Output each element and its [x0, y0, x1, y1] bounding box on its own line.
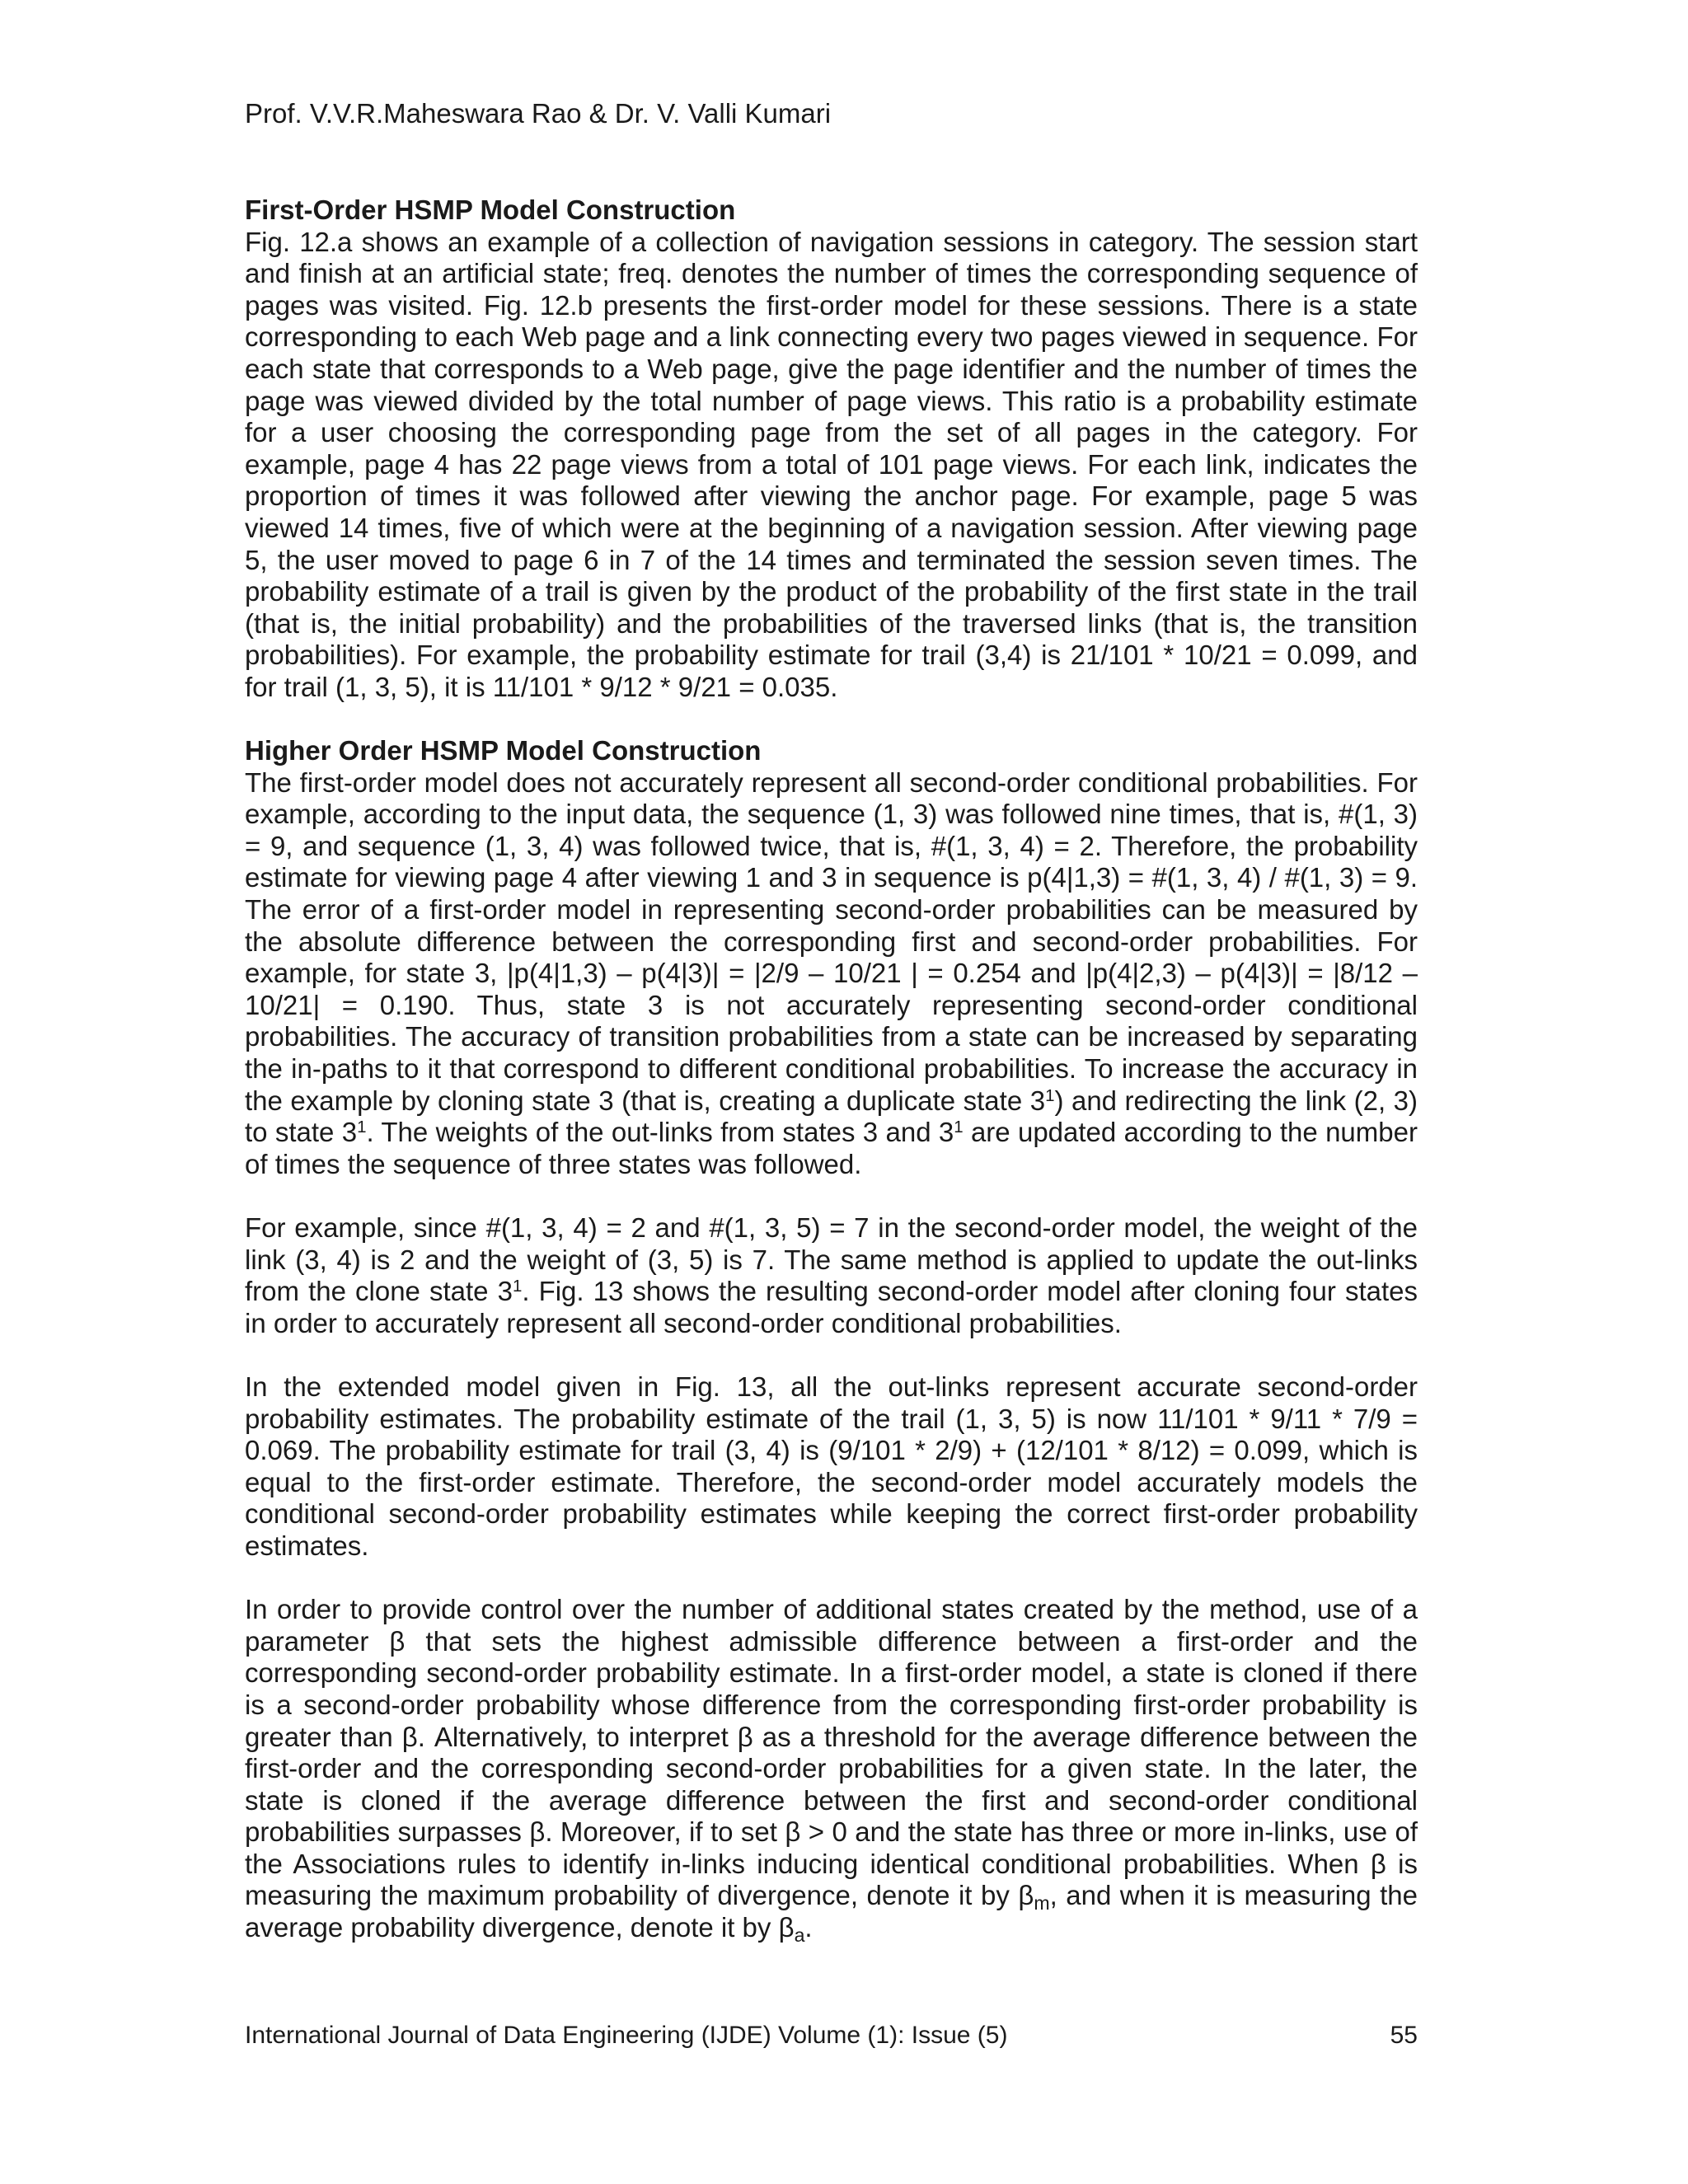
paragraph-higher-order-1	[245, 767, 1418, 1181]
text-run: . Fig. 13 shows the resulting second-order model after cloning four states in order to accurately represent all second-order conditional probabilities.	[245, 1276, 1418, 1338]
paragraph-higher-order-3: In the extended model given in Fig. 13, all the out-links represent accurate second-order probability estimates. The probability estimate of the trail (1, 3, 5) is now 11/101 * 9/11 * 7/9 = 0.069. The probability estimate for trail (3, 4) is (9/101 * 2/9) + (12/101 * 8/12) = 0.099, which is equal to the first-order estimate. Therefore, the second-order model accurately models the conditional second-order probability estimates while keeping the correct first-order probability estimates.	[245, 1371, 1418, 1561]
paragraph-gap	[245, 704, 1418, 736]
text-run: are updated according to the number of times the sequence of three states was followed.	[245, 1117, 1418, 1179]
text-run: . The weights of the out-links from states 3 and 3	[366, 1117, 954, 1148]
text-run: , and when it is measuring the average probability divergence, denote it by β	[245, 1880, 1418, 1943]
superscript: 1	[1045, 1085, 1055, 1105]
footer-journal-name: International Journal of Data Engineering (IJDE) Volume (1): Issue (5)	[245, 2022, 1008, 2049]
paragraph-higher-order-4	[245, 1594, 1418, 1944]
subscript: m	[1034, 1892, 1050, 1915]
running-head-authors: Prof. V.V.R.Maheswara Rao & Dr. V. Valli Kumari	[245, 98, 832, 129]
text-run: In order to provide control over the number of additional states created by the method, use of a parameter β that sets the highest admissible difference between a first-order and the corresponding second-order probability estimate. In a first-order model, a state is cloned if there is a second-order probability whose difference from the corresponding first-order probability is greater than β. Alternatively, to interpret β as a threshold for the average difference between the first-order and the corresponding second-order probabilities for a given state. In the later, the state is cloned if the average difference between the first and second-order conditional probabilities surpasses β. Moreover, if to set β > 0 and the state has three or more in-links, use of the Associations rules to identify in-links inducing identical conditional probabilities. When β is measuring the maximum probability of divergence, denote it by β	[245, 1594, 1418, 1911]
text-run: ) and redirecting the link (2, 3) to state 3	[245, 1085, 1418, 1148]
superscript: 1	[357, 1117, 367, 1137]
page-number: 55	[1390, 2022, 1418, 2049]
paragraph-gap	[245, 1339, 1418, 1371]
body-text	[245, 194, 1418, 1944]
text-run: The first-order model does not accurately represent all second-order conditional probabilities. For example, according to the input data, the sequence (1, 3) was followed nine times, that is, #(1, 3) = 9, and sequence (1, 3, 4) was followed twice, that is, #(1, 3, 4) = 2. Therefore, the probability estimate for viewing page 4 after viewing 1 and 3 in sequence is p(4|1,3) = #(1, 3, 4) / #(1, 3) = 9. The error of a first-order model in representing second-order probabilities can be measured by the absolute difference between the corresponding first and second-order probabilities. For example, for state 3, |p(4|1,3) – p(4|3)| = |2/9 – 10/21 | = 0.254 and |p(4|2,3) – p(4|3)| = |8/12 – 10/21| = 0.190. Thus, state 3 is not accurately representing second-order conditional probabilities. The accuracy of transition probabilities from a state can be increased by separating the in-paths to it that correspond to different conditional probabilities. To increase the accuracy in the example by cloning state 3 (that is, creating a duplicate state 3	[245, 766, 1418, 1116]
section-heading-first-order: First-Order HSMP Model Construction	[245, 194, 736, 225]
superscript: 1	[512, 1276, 523, 1296]
paragraph-gap	[245, 1180, 1418, 1212]
text-run: For example, since #(1, 3, 4) = 2 and #(1, 3, 5) = 7 in the second-order model, the weight of the link (3, 4) is 2 and the weight of (3, 5) is 7. The same method is applied to update the out-links from the clone state 3	[245, 1212, 1418, 1307]
text-run: .	[804, 1912, 813, 1943]
subscript: a	[794, 1924, 805, 1946]
paragraph-higher-order-2	[245, 1212, 1418, 1339]
section-heading-higher-order: Higher Order HSMP Model Construction	[245, 735, 762, 766]
paragraph-gap	[245, 1563, 1418, 1595]
superscript: 1	[954, 1117, 964, 1137]
paragraph-first-order: Fig. 12.a shows an example of a collection of navigation sessions in category. The session start and finish at an artificial state; freq. denotes the number of times the corresponding sequence of pages was visited. Fig. 12.b presents the first-order model for these sessions. There is a state corresponding to each Web page and a link connecting every two pages viewed in sequence. For each state that corresponds to a Web page, give the page identifier and the number of times the page was viewed divided by the total number of page views. This ratio is a probability estimate for a user choosing the corresponding page from the set of all pages in the category. For example, page 4 has 22 page views from a total of 101 page views. For each link, indicates the proportion of times it was followed after viewing the anchor page. For example, page 5 was viewed 14 times, five of which were at the beginning of a navigation session. After viewing page 5, the user moved to page 6 in 7 of the 14 times and terminated the session seven times. The probability estimate of a trail is given by the product of the probability of the first state in the trail (that is, the initial probability) and the probabilities of the traversed links (that is, the transition probabilities). For example, the probability estimate for trail (3,4) is 21/101 * 10/21 = 0.099, and for trail (1, 3, 5), it is 11/101 * 9/12 * 9/21 = 0.035.	[245, 226, 1418, 702]
